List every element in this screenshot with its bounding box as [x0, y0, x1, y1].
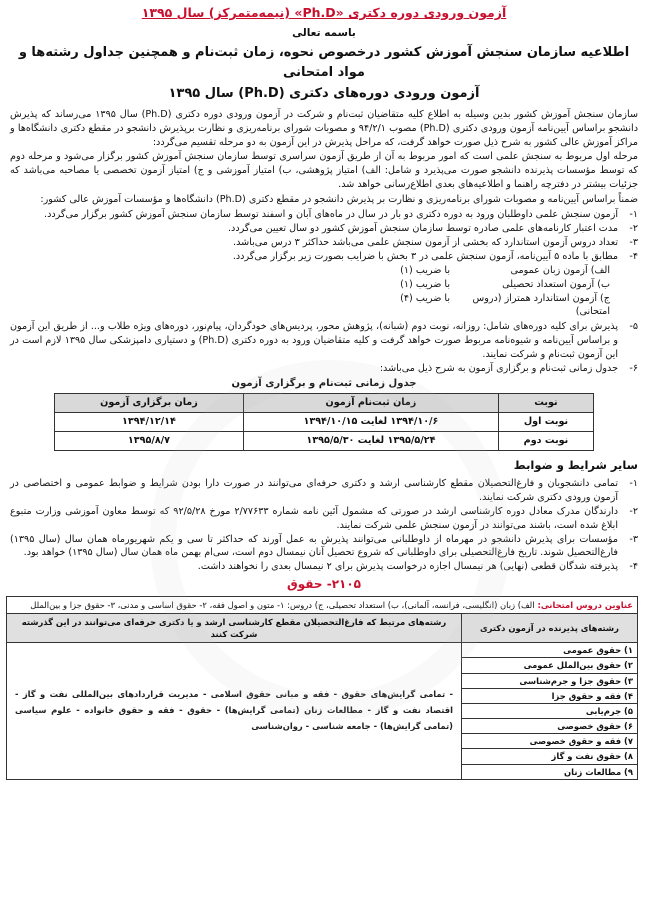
- coefficients-list: [10, 264, 638, 320]
- minor-item: ۴) فقه و حقوق جزا: [462, 688, 638, 703]
- main-title-line-2: آزمون ورودی دوره‌های دکتری (Ph.D) سال ۱۳۹۵: [168, 85, 480, 101]
- rule-number: ۳-: [629, 236, 638, 248]
- schedule-cell: ۱۳۹۵/۸/۷: [55, 432, 244, 451]
- schedule-table: [54, 393, 594, 451]
- condition-number: ۱-: [629, 477, 638, 489]
- schedule-header-cell: نوبت: [498, 394, 593, 413]
- schedule-header-row: [55, 394, 594, 413]
- rule-text: مدت اعتبار کارنامه‌های علمی صادره توسط سازمان سنجش آموزش کشور دو سال تعیین می‌گردد.: [228, 223, 618, 235]
- condition-text: تمامی دانشجویان و فارغ‌التحصیلان مقطع کارشناسی ارشد و دکتری حرفه‌ای می‌توانند در صورت دارا بودن شرایط و ضوابط عمومی و اختصاصی در آزمون ورودی دکتری شرکت نمایند.: [10, 477, 618, 503]
- rule-text: آزمون سنجش علمی داوطلبان ورود به دوره دکتری دو بار در سال در ماه‌های آبان و اسفند توسط سازمان سنجش آموزش کشور برگزار می‌گردد.: [44, 209, 618, 221]
- minor-item: ۷) فقه و حقوق خصوصی: [462, 734, 638, 749]
- condition-item: [10, 560, 638, 574]
- schedule-cell: نوبت اول: [498, 413, 593, 432]
- schedule-row: [55, 432, 594, 451]
- conditions-list: [10, 477, 638, 574]
- coefficient-value: با ضریب (۱): [400, 278, 450, 290]
- main-title-line-1: اطلاعیه سازمان سنجش آموزش کشور درخصوص نحوه، زمان ثبت‌نام و همچنین جداول رشته‌ها و مواد امتحانی: [18, 45, 630, 81]
- rules-list: [10, 208, 638, 264]
- coefficient-value: با ضریب (۴): [400, 292, 450, 304]
- rule-number: ۲-: [629, 223, 638, 235]
- minor-item: ۸) حقوق نفت و گاز: [462, 749, 638, 764]
- rule-text: مطابق با ماده ۵ آیین‌نامه، آزمون سنجش علمی در ۳ بخش با ضرایب بصورت زیر برگزار می‌گردد.: [232, 250, 618, 262]
- condition-item: [10, 533, 638, 561]
- minors-column-header: رشته‌های پذیرنده در آزمون دکتری: [462, 613, 638, 642]
- schedule-header-cell: زمان برگزاری آزمون: [55, 394, 244, 413]
- condition-text: مؤسسات برای پذیرش دانشجو در مهرماه از داوطلبانی می‌توانند پذیرش به عمل آورند که حداکثر تا سی و یکم شهریورماه همان سال (سال ۱۳۹۵) فارغ‌التحصیل شوند. تاریخ فارغ‌التحصیلی برای داوطلبانی که شروع تحصیل آنان نیمسال دوم است، سی‌ام بهمن ماه همان سال (سال ۱۳۹۵) خواهد بود.: [10, 533, 618, 559]
- main-title: [10, 43, 638, 103]
- intro-paragraph: سازمان سنجش آموزش کشور بدین وسیله به اطلاع کلیه متقاضیان ثبت‌نام و شرکت در آزمون ورودی دوره دکتری (Ph.D) سال ۱۳۹۵ می‌رساند که پذیرش دانشجو براساس آیین‌نامه آزمون ورودی دکتری (Ph.D) مصوب ۹۴/۲/۱ و مصوبات شورای برنامه‌ریزی و نظارت برپذیرش دانشجو در مقطع دکتری دانشگاه‌ها و مراکز آموزش عالی کشور به شرح ذیل صورت خواهد گرفت، که مراحل پذیرش در این آزمون به دو مرحله تقسیم می‌گردد:: [10, 108, 639, 148]
- field-header-row: [7, 613, 638, 642]
- field-code: ۲۱۰۵- حقوق: [287, 577, 361, 592]
- coefficient-row: [10, 264, 610, 278]
- rule-number: ۶-: [629, 363, 638, 375]
- condition-number: ۲-: [629, 505, 638, 517]
- schedule-cell: ۱۳۹۴/۱۰/۶ لغایت ۱۳۹۴/۱۰/۱۵: [243, 413, 498, 432]
- bismillah: باسمه تعالی: [292, 27, 356, 40]
- rule-text: تعداد دروس آزمون استاندارد که بخشی از آزمون سنجش علمی می‌باشد حداکثر ۳ درس می‌باشد.: [233, 236, 618, 248]
- coefficient-row: [10, 292, 610, 320]
- regulation-paragraph: ضمناً براساس آیین‌نامه و مصوبات شورای برنامه‌ریزی و نظارت بر پذیرش دانشجو در مقطع دکتری (Ph.D) دانشگاه‌ها و مؤسسات آموزش عالی کشور:: [40, 194, 638, 206]
- stage-paragraph: مرحله اول مربوط به سنجش علمی است که امور مربوط به آن از طریق آزمون سراسری توسط سازمان سنجش آموزش کشور برگزار می‌شود و مرحله دوم که توسط مؤسسات پذیرنده دانشجو صورت می‌پذیرد و شامل: الف) امتیاز پژوهشی، ب) امتیاز آموزشی و ج) امتیاز آزمون تخصصی یا مصاحبه می‌باشد که جزئیات بیشتر در دفترچه راهنما و اطلاعیه‌های بعدی اطلاع‌رسانی خواهد شد.: [10, 151, 638, 191]
- minor-row: [7, 643, 638, 658]
- rules-list-continued: [10, 320, 638, 376]
- conditions-title: سایر شرایط و ضوابط: [513, 458, 638, 473]
- minor-item: ۱) حقوق عمومی: [462, 643, 638, 658]
- schedule-header-cell: زمان ثبت‌نام آزمون: [243, 394, 498, 413]
- related-fields: - تمامی گرایش‌های حقوق - فقه و مبانی حقوق اسلامی - مدیریت قراردادهای بین‌المللی نفت و گاز - اقتصاد نفت و گاز - مطالعات زنان (تمامی گرایش‌ها) - حقوق - فقه و حقوق خانواده - علوم سیاسی (تمامی گرایش‌ها) - جامعه شناسی - روان‌شناسی: [7, 643, 462, 780]
- minor-item: ۹) مطالعات زنان: [462, 764, 638, 779]
- top-title: آزمون ورودی دوره دکتری «Ph.D» (نیمه‌متمرکز) سال ۱۳۹۵: [141, 5, 507, 20]
- rule-item: [10, 208, 638, 222]
- schedule-caption: جدول زمانی ثبت‌نام و برگزاری آزمون: [231, 377, 417, 389]
- rule-item: [10, 236, 638, 250]
- coefficient-label: ب) آزمون استعداد تحصیلی: [502, 278, 610, 290]
- schedule-cell: نوبت دوم: [498, 432, 593, 451]
- rule-item: [10, 362, 638, 376]
- rule-number: ۵-: [629, 321, 638, 333]
- rule-item: [10, 320, 638, 362]
- rule-text: جدول زمانی ثبت‌نام و برگزاری آزمون به شرح ذیل می‌باشد:: [379, 363, 618, 375]
- coefficient-label: الف) آزمون زبان عمومی: [510, 264, 610, 276]
- condition-item: [10, 477, 638, 505]
- minor-item: ۳) حقوق جزا و جرم‌شناسی: [462, 673, 638, 688]
- rule-text: پذیرش برای کلیه دوره‌های شامل: روزانه، نوبت دوم (شبانه)، پژوهش محور، پردیس‌های خودگردان، پیام‌نور، دوره‌های ویژه طلاب و... از طریق این آزمون و براساس آیین‌نامه و شیوه‌نامه مربوط صورت خواهد گرفت و کلیه متقاضیان ورود به دوره دکتری (Ph.D) و دستیاری دامپزشکی سال ۱۳۹۵ لازم است در این آزمون ثبت‌نام و شرکت نمایند.: [10, 321, 618, 361]
- condition-text: پذیرفته شدگان قطعی (نهایی) هر نیمسال اجازه درخواست پذیرش برای ۲ نیمسال بعدی را نخواهند داشت.: [197, 561, 618, 573]
- exam-subjects-text: الف) زبان (انگلیسی، فرانسه، آلمانی)، ب) استعداد تحصیلی، ج) دروس: ۱- متون و اصول فقه، ۲- حقوق اساسی و مدنی، ۳- حقوق جزا و بین‌الملل: [30, 599, 535, 610]
- condition-text: دارندگان مدرک معادل دوره کارشناسی ارشد در صورتی که مشمول آئین نامه شماره ۲/۷۷۶۳۳ مورخ ۹۲/۵/۲۸ که توسط معاون آموزشی وزارت متبوع ابلاغ شده است، باشند می‌توانند در آزمون سنجش علمی شرکت نمایند.: [10, 505, 618, 531]
- condition-number: ۳-: [629, 533, 638, 545]
- condition-item: [10, 505, 638, 533]
- coefficient-row: [10, 278, 610, 292]
- coefficient-label: ج) آزمون استاندارد همتراز (دروس امتحانی): [472, 292, 610, 318]
- condition-number: ۴-: [629, 561, 638, 573]
- related-column-header: رشته‌های مرتبط که فارغ‌التحصیلان مقطع کارشناسی ارشد و یا دکتری حرفه‌ای می‌توانند در این گذرشته شرکت کنند: [7, 613, 462, 642]
- schedule-cell: ۱۳۹۴/۱۲/۱۴: [55, 413, 244, 432]
- coefficient-value: با ضریب (۱): [400, 264, 450, 276]
- exam-subjects-label: عناوین دروس امتحانی:: [537, 599, 633, 610]
- schedule-row: [55, 413, 594, 432]
- schedule-cell: ۱۳۹۵/۵/۲۴ لغایت ۱۳۹۵/۵/۳۰: [243, 432, 498, 451]
- rule-number: ۱-: [629, 209, 638, 221]
- minor-item: ۵) جرم‌یابی: [462, 703, 638, 718]
- rule-number: ۴-: [629, 250, 638, 262]
- subjects-row: [7, 596, 638, 613]
- exam-subjects: [7, 596, 638, 613]
- minor-item: ۶) حقوق خصوصی: [462, 719, 638, 734]
- field-table: [6, 596, 638, 780]
- rule-item: [10, 250, 638, 264]
- minor-item: ۲) حقوق بین‌الملل عمومی: [462, 658, 638, 673]
- rule-item: [10, 222, 638, 236]
